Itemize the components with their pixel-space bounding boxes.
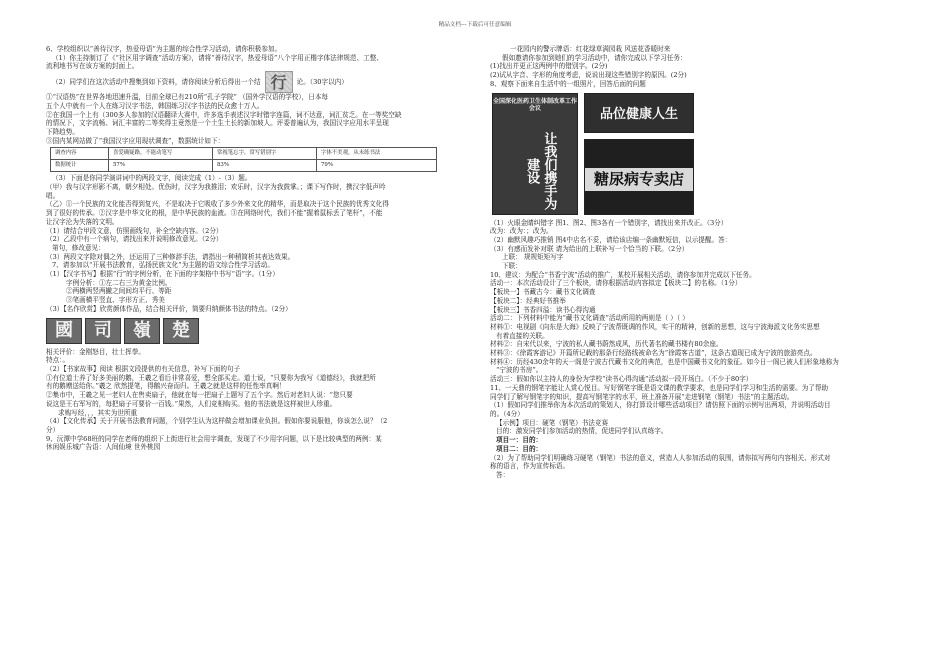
sub-question-3: （3）两段文字除对偶之外，还运用了三种修辞手法，请指出一种稍简析其表达效果。 [46, 252, 295, 261]
q8-1-answer: 改为：改为：；改为。 [490, 227, 553, 236]
q10-title: 10、建议：为配合“书香宁波”活动的推广，某校开展相关活动，请你参加并完成以下任务。 [490, 270, 756, 279]
q7-3: （3）【名作欣赏】欣赏颜体作品，结合相关评价，简要归纳颜体书法的特点。（2分） [46, 304, 292, 313]
q7-1-analysis-2: ②两横两竖两撇之间间均平行、等距 [66, 287, 172, 296]
q9-1: (1)找出并更正这两例中的错别字。(2分) [490, 62, 608, 71]
photo-1-banner-text: 全国深化医药卫生体制改革工作会议 [493, 97, 578, 113]
q11-1: （1）假如同学们推举你为本次活动的策划人，你打算设计哪些活动项目？请仿照下面的示例写出两项，并说明活动目 [490, 401, 831, 410]
material-1-cont: 五个人中就有一个人在练习汉字书法，韩国练习汉字书法的民众愈十万人。 [46, 101, 264, 110]
photo-1 [492, 93, 578, 215]
photo-group [492, 93, 906, 215]
table-row [51, 160, 437, 172]
q9-2: (2)试从字音、字形的角度考虑，说说出现这些错别字的原因。(2分) [490, 71, 687, 80]
q6-2-text-end: 论。（30字以内） [296, 77, 348, 86]
material-2-end: 下降趋势。 [46, 127, 79, 136]
right-column [490, 45, 906, 480]
calligraphy-image [46, 318, 468, 344]
page-header: 精品文档---下载后可任意编辑 [438, 22, 512, 28]
calligraphy-char: 國 [46, 318, 82, 344]
material-c: 材料③：《徐霞客游记》开篇所记载的那条行经路线被命名为“徐霞客古道”，这条古道现已成为宁波的旅游亮点。 [490, 349, 817, 358]
table-cell: 喜爱确疑路，不能动笔写 [109, 148, 213, 160]
story-answer: 求购写经，，，其实为世所重 [58, 408, 138, 417]
q9-example-1: 休闲娱乐城广告语：人间仙境 世外桃园 [46, 443, 161, 452]
story-2: ②集市中，王羲之见一老妇人在售卖扇子，他就在每一把扇子上题写了五个字。然后对老妇人说：“您只要 [46, 391, 353, 400]
q7-2: （2）【书家故事】阅读 根据文段提供的有关信息，补写下面的句子 [46, 364, 241, 373]
table-cell: 57% [109, 160, 213, 172]
table-cell: 83% [213, 160, 317, 172]
xing-character-image: 行 [265, 71, 293, 93]
q6-2-row [46, 71, 468, 93]
q6-3-text: （3）下面是你同学演讲词中的两段文字，阅读完成（1）-（3）题。 [52, 174, 252, 183]
story-1-cont: 有的鹅赠送给你。”羲之 欣然提笔，得鹅兴奋而归。王羲之就是这样的任性率真啊！ [46, 382, 286, 391]
q8-2: （2）幽默风趣巧推销 图4中店名不妥，请给该店编一条幽默短信，以示提醒。答： [490, 235, 732, 244]
activity-3: 活动三：假如你以主持人的身份为学校“读书心得沟通”活动拟一段开场白。（不少于80字） [490, 375, 753, 384]
photo-3 [584, 139, 694, 215]
q8-title: 8、观察下面来自生活中的一组照片，回答后面的问题 [490, 79, 646, 88]
calligraphy-char: 司 [85, 318, 121, 344]
q8-3: （3）有感而发补对联 请为给出的上联补写一个恰当的下联。（2分） [490, 244, 689, 253]
left-column [46, 45, 468, 452]
q7-1: （1）【汉字书写】根据“行”的字例分析，在下面的字架格中书写“语”字。（1分） [46, 270, 279, 279]
project-1 [490, 436, 906, 445]
block-3: 【板块三】书香四溢：读书心得沟通 [490, 305, 596, 314]
q6-2-text: （2）同学们在这次活动中搜集到如下资料，请你阅读分析后得出一个结 [52, 77, 261, 86]
material-2-cont: 的情况下，文字流畅、词汇丰富的二等奖得主竟然是一个土生土长的新加坡人。评委普遍认为，我国汉字应用水平呈现 [46, 119, 389, 128]
material-1: ①“汉语热”在世界各地迅速升温，目前全球已有210所“孔子学院” （国外学汉语的学校），日本每 [46, 93, 329, 102]
example-project: 【示例】项目：硬笔（钢笔）书法竞赛 [496, 418, 609, 427]
photo-1-main-text: 让我们携手为建设 [524, 131, 557, 210]
survey-table [50, 147, 437, 172]
q6-1-text-cont: 流利地书写在该方案的封面上。 [46, 62, 139, 71]
material-a-cont: 有着直接的关联。 [496, 331, 549, 340]
q9-example-2: 一花园内的警示牌语：红花绿草满园栽 风送花香暖时来 [510, 45, 671, 53]
table-cell: 常视笔忘字，常写错别字 [213, 148, 317, 160]
material-a: 材料①：电视剧《向东是大海》反映了宁波帮既调的作风，实干的精神，创新的思想，这与宁波海派文化务实思想 [490, 322, 820, 331]
material-d: 材料④：历经430余年的天一阁是宁波古代藏书文化的典范，也是中国藏书文化的象征。如今日一阁已被人们形象地称为 [490, 357, 839, 366]
story-2-cont: 说这是王右军写的，每把扇子可要价一百钱。”果然，人们竞相购买。他的书法就是这样被世人珍重。 [46, 399, 337, 408]
sub-question-2-answer: 第句，修改意见： [52, 243, 105, 252]
q11-2-cont: 称的语言，作为宣传标语。 [490, 462, 570, 471]
q7-1-analysis-1: 字例分析：①左二右三为黄金比例。 [66, 278, 172, 287]
material-b: 材料②：自宋代以来，宁波的私人藏书蔚然成风，历代著名的藏书楼有80余座。 [490, 340, 723, 349]
passage-yi-end: 让汉字沦为失落的文明。 [46, 217, 119, 226]
passage-yi-cont: 到了很好的传承。②汉字是中华文化的根，是中华民族的血液。③在网络时代，我们不能“握着鼠标丢了笔杆”，不能 [46, 209, 383, 218]
project-2-label: 项目二：目的： [496, 444, 543, 453]
project-2 [490, 445, 906, 454]
q11-2-answer: 答： [496, 470, 510, 479]
q7-title: 7、请参加以“开展书法教育，弘扬民族文化”为主题的语文综合性学习活动。 [52, 261, 274, 270]
couplet-lower: 下联： [502, 262, 522, 271]
material-2: ②在我国一个上有（300多人参加的汉语翻译大赛中，许多选手表述汉字时错字连篇，词不达意，词汇贫乏。在一等奖空缺 [46, 110, 402, 119]
passage-jia: （甲）我与汉字形影不离，朝夕相处。优伤时，汉字为我推泪；欢乐时，汉字为我鼓掌。；课下写作时，携汉字低声吟 [46, 183, 386, 192]
q11-2: （2）为了帮助同学们明确练习硬笔（钢笔）书法的意义，营造人人参加活动的氛围，请你拟写两句内容相关、形式对 [490, 453, 831, 462]
table-cell: 数据统计 [51, 160, 109, 172]
q9-intro: 假如邀请你参加到她们的学习活动中，请你完成以下学习任务： [502, 53, 687, 62]
example-purpose: 目的：激发同学们参加活动的热情，促进同学们认真练字。 [496, 427, 668, 436]
q6-1-text: （1）你主持制订了《“社区用字调查”活动方案》，请将“善待汉字，热爱母语”八个字用正楷字体法律规范、工整、 [52, 53, 383, 62]
sub-question-1: （1）请结合甲段文意，仿照画线句，补全空缺内容。（2分） [46, 226, 223, 235]
table-cell: 79% [317, 160, 437, 172]
calligraphy-char: 楚 [163, 318, 199, 344]
q6-title: 6、学校组织以“善待汉字，热爱母语”为主题的综合性学习活动，请你积极参加。 [46, 45, 282, 53]
photo-column [584, 93, 694, 215]
story-1: ①有位道士养了好多美丽的鹅，王羲之看后非常喜爱，想全部买走。道士说，“只要你为我写《道德经》，我就把所 [46, 373, 376, 382]
q7-4-end: 分） [46, 425, 60, 434]
q11-title: 11、一天鼎的钢笔字能让人赏心悦目。写好钢笔字既是语文课的教学要求，也是同学们学习和生活的需要。为了帮助 [490, 383, 829, 392]
activity-2: 活动二：下列材料中能为“藏书文化调查”活动所用的两则是（ ）（ ） [490, 314, 689, 323]
sub-question-2: （2）乙段中有一个病句，请找出来并说明修改意见。（2分） [46, 235, 223, 244]
material-3: ③国内某网站做了“我国汉字应用现状调查”，数据统计如下： [46, 136, 225, 145]
table-cell: 调查内容 [51, 148, 109, 160]
calligraphy-char: 嶺 [124, 318, 160, 344]
passage-yi: （乙）①一个民族的文化能否得到复兴，不是取决于它吸收了多少外来文化的精华，而是取决于这个民族的优秀文化得 [46, 200, 389, 209]
block-1: 【板块一】书藏古今：藏书文化调查 [490, 288, 596, 297]
project-1-label: 项目一：目的： [496, 436, 543, 445]
table-row [51, 148, 437, 160]
q7-1-analysis-3: ③笔画横平竖直、字形方正、秀美 [66, 296, 165, 305]
block-2: 【板块二】：经典好书推举 [490, 296, 566, 305]
related-comment: 相关评价：金刚怒目，壮士挥拳。 [46, 347, 145, 356]
photo-2 [584, 93, 694, 133]
feature-answer: 特点：。 [46, 356, 70, 365]
couplet-upper: 上联： 规规矩矩写字 [502, 253, 564, 262]
material-d-cont: “宁波的书房”。 [496, 366, 543, 375]
q8-1: （1）火眼金睛纠错字 图1、图2、图3各有一个错别字，请找出来并改正。（3分） [490, 218, 728, 227]
q11-title-cont: 同学们了解写钢笔字的知识，提高写钢笔字的水平，班上准备开展“走进钢笔（钢笔）书法”的主题活动。 [490, 392, 794, 401]
photo-2-text: 品位健康人生 [599, 106, 678, 122]
q11-1-cont: 的。（4分） [490, 409, 524, 418]
q7-4: （4）【文化传承】关于开展书法教育问题，个别学生认为这样做会增加课业负担。假如你要说服他，你该怎么说？（2 [46, 417, 388, 426]
table-cell: 字体不美观，从未练书法 [317, 148, 437, 160]
activity-1: 活动一：本次活动设计了三个板块，请你根据活动内容拟定【板块二】的名称。（1分） [490, 279, 742, 288]
photo-3-text: 糖尿病专卖店 [585, 168, 693, 192]
q9-title: 9、沅潭中学68班的同学在老师的组织下上街进行社会用字调查，发现了不少用字问题，以下是比较典型的两例：某 [46, 434, 382, 443]
passage-jia-end: 唱。 [46, 191, 60, 200]
